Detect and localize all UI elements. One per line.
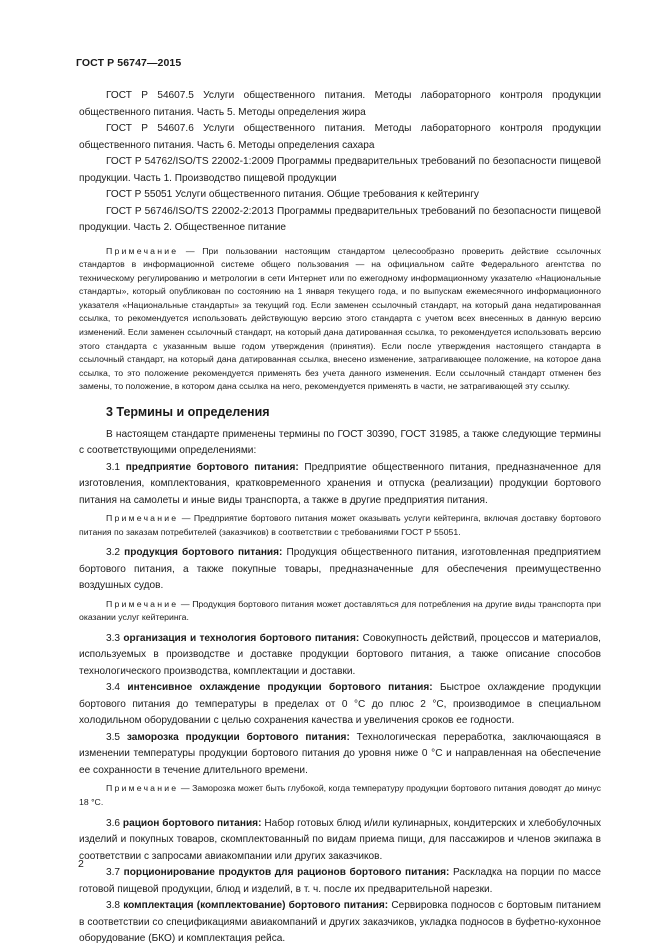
note-text: Продукция бортового питания может доставляться для потребления на другие виды транспорта при оказании услуг кейтеринга. xyxy=(79,598,601,623)
term-number: 3.4 xyxy=(106,682,128,694)
term-entry xyxy=(79,680,601,730)
term-number: 3.5 xyxy=(106,731,127,743)
term-name: заморозка продукции бортового питания: xyxy=(126,731,350,743)
term-name: организация и технология бортового питания: xyxy=(123,632,360,644)
term-definition: Набор готовых блюд и/или кулинарных, кондитерских и хлебобулочных изделий и покупных товаров, скомплектованный по видам приема пищи, для пассажиров и членов экипажа в соответствии с запросами авиакомпании или других заказчиков. xyxy=(79,817,601,862)
term-entry xyxy=(79,865,601,898)
term-name: рацион бортового питания: xyxy=(122,817,262,829)
term-number: 3.3 xyxy=(106,632,124,644)
term-number: 3.6 xyxy=(106,817,123,829)
term-name: порционирование продуктов для рационов бортового питания: xyxy=(123,867,450,879)
note-label: Примечание xyxy=(106,513,179,524)
note-dash: — xyxy=(178,598,193,609)
term-name: продукция бортового питания: xyxy=(124,547,283,559)
reference-item: ГОСТ Р 54607.6 Услуги общественного питания. Методы лабораторного контроля продукции общественного питания. Часть 6. Методы определения сахара xyxy=(79,123,601,151)
note-label: Примечание xyxy=(106,783,179,794)
note-dash: — xyxy=(178,783,193,794)
note-text: Предприятие бортового питания может оказывать услуги кейтеринга, включая доставку бортового питания по заказам потребителей (заказчиков) в соответствии с требованиями ГОСТ Р 55051. xyxy=(79,513,602,537)
reference-item: ГОСТ Р 54762/ISO/TS 22002-1:2009 Программы предварительных требований по безопасности пищевой продукции. Часть 1. Производство пищевой продукции xyxy=(79,156,601,184)
term-note xyxy=(79,512,601,539)
term-definition: Совокупность действий, процессов и материалов, используемых в производстве и доставке продукции бортового питания, а также описание способов технологического производства, комплектации и доставки. xyxy=(79,632,601,677)
section-title: 3 Термины и определения xyxy=(106,405,270,420)
reference-note xyxy=(79,245,601,395)
document-body xyxy=(79,88,601,948)
term-entry xyxy=(79,898,601,948)
term-number: 3.8 xyxy=(106,900,124,912)
term-note xyxy=(79,782,601,809)
note-text: Заморозка может быть глубокой, когда температуру продукции бортового питания доводят до минус 18 °С. xyxy=(79,783,601,807)
term-definition: Продукция общественного питания, изготовленная предприятием бортового питания, а также покупные товары, предназначенные для обеспечения преимущественно воздушных судов. xyxy=(79,547,602,592)
term-name: комплектация (комплектование) бортового питания: xyxy=(123,900,389,912)
term-number: 3.7 xyxy=(106,867,124,879)
note-label: Примечание xyxy=(106,245,179,256)
note-label: Примечание xyxy=(106,598,179,609)
term-name: интенсивное охлаждение продукции бортового питания: xyxy=(127,682,433,694)
note-text: При пользовании настоящим стандартом целесообразно проверить действие ссылочных стандартов в информационной системе общего пользования — на официальном сайте Федерального агентства по техническому регулированию и метрологии в сети Интернет или по ежегодному информационному указателю «Национальные стандарты», который опубликован по состоянию на 1 января текущего года, и по выпускам ежемесячного информационного указателя «Национальные стандарты» за текущий год. Если заменен ссылочный стандарт, на который дана недатированная ссылка, то рекомендуется использовать действующую версию этого стандарта с учетом всех внесенных в данную версию изменений. Если заменен ссылочный стандарт, на который дана датированная ссылка, то рекомендуется использовать версию этого стандарта с указанным выше годом утверждения (принятия). Если после утверждения настоящего стандарта в ссылочный стандарт, на который дана датированная ссылка, внесено изменение, затрагивающее положение, на которое дана ссылка, то это положение рекомендуется применять без учета данного изменения. Если ссылочный стандарт отменен без замены, то положение, в котором дана ссылка на него, рекомендуется применять в части, не затрагивающей эту ссылку. xyxy=(79,245,601,392)
page-number: 2 xyxy=(78,858,84,870)
term-definition: Сервировка подносов с бортовым питанием в соответствии со спецификациями авиакомпаний и других заказчиков, укладка подносов в буфетно-кухонное оборудование (БКО) и комплектация рейса. xyxy=(79,900,601,945)
term-entry xyxy=(79,545,601,595)
reference-item: ГОСТ Р 55051 Услуги общественного питания. Общие требования к кейтерингу xyxy=(106,189,479,200)
term-number: 3.2 xyxy=(106,547,125,559)
term-name: предприятие бортового питания: xyxy=(125,461,299,473)
reference-item: ГОСТ Р 54607.5 Услуги общественного питания. Методы лабораторного контроля продукции общественного питания. Часть 5. Методы определения жира xyxy=(79,90,601,118)
term-definition: Технологическая переработка, заключающаяся в изменении температуры продукции бортового питания до уровня ниже 0 °С и направленная на обеспечение ее сохранности в течение длительного времени. xyxy=(79,731,601,776)
term-entry xyxy=(79,816,601,866)
reference-item: ГОСТ Р 56746/ISO/TS 22002-2:2013 Программы предварительных требований по безопасности пищевой продукции. Часть 2. Общественное питание xyxy=(79,205,601,233)
document-header: ГОСТ Р 56747—2015 xyxy=(76,57,182,69)
note-dash: — xyxy=(178,513,194,524)
term-entry xyxy=(79,730,601,780)
term-entry xyxy=(79,631,601,681)
term-definition: Раскладка на порции по массе готовой пищевой продукции, блюд и изделий, в т. ч. после их предварительной нарезки. xyxy=(79,867,601,895)
term-definition: Предприятие общественного питания, предназначенное для изготовления, комплектования, кратковременного хранения и отпуска (реализации) продукции бортового питания на самолеты и иные виды транспорта, а также в другие предприятия питания. xyxy=(79,461,602,506)
note-dash: — xyxy=(178,245,203,256)
term-definition: Быстрое охлаждение продукции бортового питания до температуры в пределах от 0 °С до плюс 2 °С, производимое в специальном холодильном оборудовании с целью сохранения качества и увеличения сроков ее годности. xyxy=(79,682,602,727)
term-entry xyxy=(79,460,601,510)
section-intro: В настоящем стандарте применены термины по ГОСТ 30390, ГОСТ 31985, а также следующие термины с соответствующими определениями: xyxy=(79,428,601,457)
term-number: 3.1 xyxy=(106,461,126,473)
term-note xyxy=(79,598,601,625)
